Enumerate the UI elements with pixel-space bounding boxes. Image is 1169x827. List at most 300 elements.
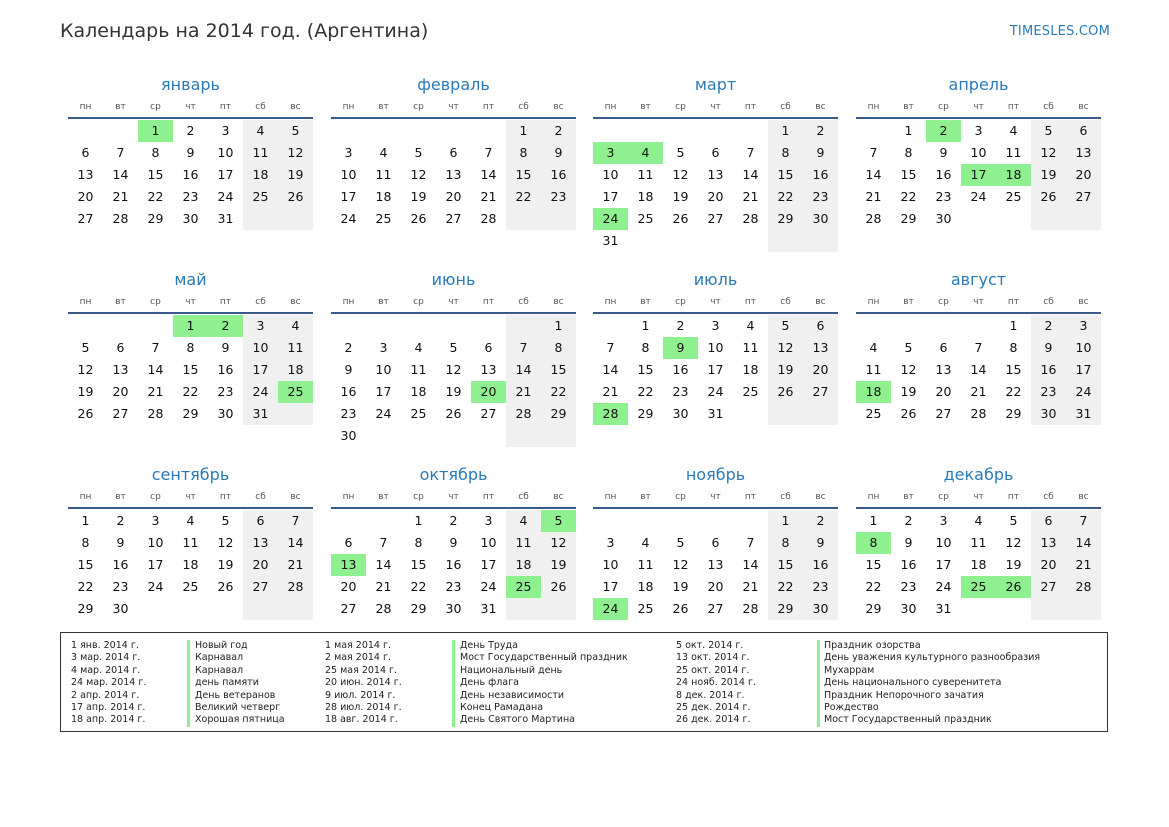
- day-cell: 18: [410, 384, 427, 399]
- day-cell: 5: [414, 145, 423, 160]
- weekday-label: пт: [219, 297, 232, 307]
- day-cell: 18: [278, 359, 313, 381]
- day-cell: 8: [641, 340, 650, 355]
- empty-day-cell: [961, 208, 996, 230]
- empty-day-cell: [803, 403, 838, 425]
- day-cell: 23: [112, 579, 129, 594]
- day-cell: 31: [480, 601, 497, 616]
- day-cell: 16: [900, 557, 917, 572]
- legend-holiday-name: Мост Государственный праздник: [460, 652, 628, 664]
- day-cell: 13: [1031, 532, 1066, 554]
- legend-date: 20 июн. 2014 г.: [325, 677, 402, 689]
- weekday-label: сб: [780, 297, 791, 307]
- day-cell: 28: [1066, 576, 1101, 598]
- day-cell: 8: [186, 340, 195, 355]
- day-cell: 13: [1066, 142, 1101, 164]
- weekday-label: пт: [1007, 492, 1020, 502]
- day-cell: 14: [742, 167, 759, 182]
- day-cell: 8: [414, 535, 423, 550]
- day-cell: 17: [243, 359, 278, 381]
- day-cell: 14: [970, 362, 987, 377]
- day-cell: 9: [116, 535, 125, 550]
- empty-day-cell: [366, 510, 401, 532]
- day-cell: 10: [217, 145, 234, 160]
- day-cell: 24: [217, 189, 234, 204]
- empty-day-cell: [593, 510, 628, 532]
- day-cell: 3: [344, 145, 353, 160]
- weekday-label: сб: [1043, 297, 1054, 307]
- day-cell: 15: [637, 362, 654, 377]
- empty-day-cell: [1031, 598, 1066, 620]
- month-name: июль: [693, 270, 738, 289]
- holiday-day-cell: 13: [331, 554, 366, 576]
- day-cell: 8: [904, 145, 913, 160]
- legend-date: 24 нояб. 2014 г.: [676, 677, 756, 689]
- day-cell: 22: [865, 579, 882, 594]
- legend-holiday-name: День ветеранов: [195, 689, 276, 701]
- day-cell: 6: [803, 315, 838, 337]
- legend-date: 2 мая 2014 г.: [325, 652, 391, 664]
- day-cell: 22: [410, 579, 427, 594]
- day-cell: 24: [970, 189, 987, 204]
- weekday-label: ср: [938, 297, 949, 307]
- day-cell: 10: [935, 535, 952, 550]
- day-cell: 16: [112, 557, 129, 572]
- day-cell: 23: [445, 579, 462, 594]
- day-cell: 27: [1066, 186, 1101, 208]
- legend-date: 9 июл. 2014 г.: [325, 689, 396, 701]
- empty-day-cell: [331, 315, 366, 337]
- weekday-label: чт: [973, 492, 984, 502]
- day-cell: 27: [480, 406, 497, 421]
- day-cell: 20: [77, 189, 94, 204]
- day-cell: 27: [707, 601, 724, 616]
- day-cell: 25: [865, 406, 882, 421]
- legend-holiday-name: Мост Государственный праздник: [824, 714, 992, 726]
- day-cell: 28: [742, 601, 759, 616]
- day-cell: 12: [278, 142, 313, 164]
- month-calendar: [856, 268, 1101, 425]
- holiday-day-cell: 17: [961, 164, 996, 186]
- day-cell: 15: [410, 557, 427, 572]
- weekday-label: пн: [79, 102, 92, 112]
- month-calendar: [593, 463, 838, 620]
- day-cell: 27: [1031, 576, 1066, 598]
- empty-day-cell: [401, 425, 436, 447]
- day-cell: 23: [1031, 381, 1066, 403]
- month-name: сентябрь: [151, 465, 230, 484]
- weekday-label: вт: [115, 492, 126, 502]
- day-cell: 29: [182, 406, 199, 421]
- day-cell: 6: [449, 145, 458, 160]
- day-cell: 1: [506, 120, 541, 142]
- weekday-label: чт: [448, 102, 459, 112]
- weekday-label: вс: [815, 492, 826, 502]
- empty-day-cell: [663, 120, 698, 142]
- empty-day-cell: [593, 315, 628, 337]
- day-cell: 24: [375, 406, 392, 421]
- day-cell: 9: [344, 362, 353, 377]
- weekday-label: сб: [518, 492, 529, 502]
- legend-holiday-name: Карнавал: [195, 652, 244, 664]
- empty-day-cell: [996, 208, 1031, 230]
- legend-names-col-2: [460, 640, 628, 727]
- header-divider: [593, 507, 838, 509]
- day-cell: 30: [182, 211, 199, 226]
- day-cell: 23: [803, 186, 838, 208]
- day-cell: 11: [182, 535, 199, 550]
- day-cell: 17: [217, 167, 234, 182]
- day-cell: 9: [939, 145, 948, 160]
- day-cell: 14: [865, 167, 882, 182]
- holiday-day-cell: 4: [628, 142, 663, 164]
- legend-holiday-name: Великий четверг: [195, 701, 281, 713]
- day-cell: 20: [112, 384, 129, 399]
- days-grid: [856, 510, 1101, 620]
- day-cell: 7: [746, 535, 755, 550]
- empty-day-cell: [541, 598, 576, 620]
- days-grid: [331, 120, 576, 230]
- day-cell: 15: [1005, 362, 1022, 377]
- day-cell: 27: [112, 406, 129, 421]
- day-cell: 10: [147, 535, 164, 550]
- day-cell: 7: [151, 340, 160, 355]
- empty-day-cell: [436, 315, 471, 337]
- day-cell: 2: [541, 120, 576, 142]
- legend-holiday-name: Национальный день: [460, 664, 563, 676]
- day-cell: 1: [768, 120, 803, 142]
- day-cell: 19: [77, 384, 94, 399]
- weekday-label: вт: [378, 492, 389, 502]
- day-cell: 19: [217, 557, 234, 572]
- day-cell: 20: [445, 189, 462, 204]
- empty-day-cell: [103, 120, 138, 142]
- empty-day-cell: [926, 315, 961, 337]
- legend-holiday-name: Праздник Непорочного зачатия: [824, 689, 984, 701]
- weekday-header: [68, 292, 313, 312]
- legend-holiday-name: Праздник озорства: [824, 640, 921, 651]
- legend-date: 13 окт. 2014 г.: [676, 652, 750, 664]
- day-cell: 17: [480, 557, 497, 572]
- day-cell: 29: [541, 403, 576, 425]
- holiday-day-cell: 1: [173, 315, 208, 337]
- day-cell: 26: [77, 406, 94, 421]
- weekday-label: ср: [150, 492, 161, 502]
- empty-day-cell: [698, 510, 733, 532]
- day-cell: 8: [506, 142, 541, 164]
- header-divider: [856, 312, 1101, 314]
- day-cell: 20: [243, 554, 278, 576]
- empty-day-cell: [698, 120, 733, 142]
- day-cell: 30: [112, 601, 129, 616]
- weekday-label: вс: [553, 297, 564, 307]
- day-cell: 16: [182, 167, 199, 182]
- day-cell: 21: [970, 384, 987, 399]
- day-cell: 5: [904, 340, 913, 355]
- day-cell: 5: [1031, 120, 1066, 142]
- weekday-label: пн: [867, 297, 880, 307]
- day-cell: 12: [900, 362, 917, 377]
- day-cell: 16: [541, 164, 576, 186]
- weekday-label: ср: [675, 102, 686, 112]
- day-cell: 22: [768, 186, 803, 208]
- day-cell: 15: [900, 167, 917, 182]
- day-cell: 24: [935, 579, 952, 594]
- day-cell: 2: [116, 513, 125, 528]
- day-cell: 18: [182, 557, 199, 572]
- empty-day-cell: [401, 120, 436, 142]
- day-cell: 21: [480, 189, 497, 204]
- day-cell: 23: [541, 186, 576, 208]
- day-cell: 13: [803, 337, 838, 359]
- weekday-label: ср: [938, 102, 949, 112]
- day-cell: 10: [970, 145, 987, 160]
- day-cell: 19: [541, 554, 576, 576]
- day-cell: 27: [340, 601, 357, 616]
- day-cell: 11: [1005, 145, 1022, 160]
- legend-marker-bar: [187, 640, 190, 727]
- day-cell: 22: [768, 576, 803, 598]
- day-cell: 4: [414, 340, 423, 355]
- day-cell: 4: [641, 535, 650, 550]
- day-cell: 22: [77, 579, 94, 594]
- empty-day-cell: [506, 208, 541, 230]
- holiday-day-cell: 9: [663, 337, 698, 359]
- day-cell: 3: [606, 535, 615, 550]
- empty-day-cell: [663, 510, 698, 532]
- day-cell: 4: [1009, 123, 1018, 138]
- day-cell: 22: [506, 186, 541, 208]
- day-cell: 12: [672, 557, 689, 572]
- weekday-label: пт: [482, 492, 495, 502]
- weekday-label: сб: [255, 297, 266, 307]
- day-cell: 11: [410, 362, 427, 377]
- day-cell: 17: [1066, 359, 1101, 381]
- empty-day-cell: [471, 120, 506, 142]
- legend-holiday-name: Рождество: [824, 701, 879, 713]
- legend-dates-col-2: [325, 640, 402, 727]
- day-cell: 25: [637, 601, 654, 616]
- day-cell: 3: [484, 513, 493, 528]
- month-name: октябрь: [419, 465, 488, 484]
- day-cell: 21: [602, 384, 619, 399]
- day-cell: 6: [1066, 120, 1101, 142]
- empty-day-cell: [698, 230, 733, 252]
- weekday-label: пн: [342, 492, 355, 502]
- day-cell: 27: [935, 406, 952, 421]
- day-cell: 11: [637, 167, 654, 182]
- day-cell: 21: [375, 579, 392, 594]
- weekday-label: пн: [604, 492, 617, 502]
- day-cell: 15: [147, 167, 164, 182]
- empty-day-cell: [733, 120, 768, 142]
- day-cell: 6: [1031, 510, 1066, 532]
- legend-date: 1 мая 2014 г.: [325, 640, 391, 651]
- empty-day-cell: [733, 230, 768, 252]
- empty-day-cell: [628, 230, 663, 252]
- day-cell: 5: [449, 340, 458, 355]
- legend-date: 24 мар. 2014 г.: [71, 677, 147, 689]
- empty-day-cell: [68, 120, 103, 142]
- day-cell: 7: [379, 535, 388, 550]
- weekday-label: вс: [553, 492, 564, 502]
- legend-names-col-1: [195, 640, 285, 727]
- day-cell: 19: [672, 579, 689, 594]
- day-cell: 26: [541, 576, 576, 598]
- day-cell: 5: [768, 315, 803, 337]
- day-cell: 12: [410, 167, 427, 182]
- weekday-header: [331, 487, 576, 507]
- day-cell: 7: [116, 145, 125, 160]
- day-cell: 28: [970, 406, 987, 421]
- day-cell: 30: [672, 406, 689, 421]
- day-cell: 5: [81, 340, 90, 355]
- brand-link[interactable]: TIMESLES.COM: [1009, 24, 1110, 39]
- empty-day-cell: [856, 315, 891, 337]
- day-cell: 14: [112, 167, 129, 182]
- day-cell: 19: [1005, 557, 1022, 572]
- empty-day-cell: [996, 598, 1031, 620]
- month-name: август: [950, 270, 1007, 289]
- month-calendar: [593, 73, 838, 252]
- day-cell: 10: [602, 557, 619, 572]
- day-cell: 28: [742, 211, 759, 226]
- day-cell: 25: [375, 211, 392, 226]
- month-calendar: [68, 73, 313, 230]
- day-cell: 24: [147, 579, 164, 594]
- day-cell: 30: [935, 211, 952, 226]
- day-cell: 10: [243, 337, 278, 359]
- legend-holiday-name: Мухаррам: [824, 664, 875, 676]
- day-cell: 21: [742, 189, 759, 204]
- day-cell: 12: [1031, 142, 1066, 164]
- month-name: ноябрь: [685, 465, 746, 484]
- day-cell: 3: [243, 315, 278, 337]
- day-cell: 18: [637, 189, 654, 204]
- day-cell: 27: [77, 211, 94, 226]
- weekday-label: ср: [675, 492, 686, 502]
- day-cell: 17: [147, 557, 164, 572]
- day-cell: 31: [707, 406, 724, 421]
- day-cell: 26: [410, 211, 427, 226]
- day-cell: 28: [278, 576, 313, 598]
- weekday-label: пн: [604, 102, 617, 112]
- legend-date: 3 мар. 2014 г.: [71, 652, 141, 664]
- day-cell: 14: [602, 362, 619, 377]
- days-grid: [593, 120, 838, 252]
- day-cell: 30: [1031, 403, 1066, 425]
- day-cell: 16: [1031, 359, 1066, 381]
- weekday-label: чт: [185, 492, 196, 502]
- day-cell: 31: [243, 403, 278, 425]
- day-cell: 19: [445, 384, 462, 399]
- day-cell: 1: [81, 513, 90, 528]
- day-cell: 23: [217, 384, 234, 399]
- legend-dates-col-1: [71, 640, 146, 727]
- day-cell: 30: [340, 428, 357, 443]
- month-name: февраль: [417, 75, 490, 94]
- day-cell: 21: [1066, 554, 1101, 576]
- empty-day-cell: [733, 510, 768, 532]
- day-cell: 14: [742, 557, 759, 572]
- weekday-label: пт: [482, 297, 495, 307]
- weekday-label: чт: [710, 492, 721, 502]
- day-cell: 24: [1066, 381, 1101, 403]
- weekday-label: вт: [378, 102, 389, 112]
- day-cell: 13: [480, 362, 497, 377]
- day-cell: 19: [900, 384, 917, 399]
- legend-holiday-name: День независимости: [460, 689, 565, 701]
- weekday-label: вт: [115, 297, 126, 307]
- day-cell: 16: [803, 164, 838, 186]
- day-cell: 11: [865, 362, 882, 377]
- day-cell: 20: [1031, 554, 1066, 576]
- month-name: июнь: [431, 270, 476, 289]
- day-cell: 20: [707, 189, 724, 204]
- day-cell: 29: [768, 598, 803, 620]
- day-cell: 12: [445, 362, 462, 377]
- day-cell: 17: [707, 362, 724, 377]
- day-cell: 14: [506, 359, 541, 381]
- legend-date: 4 мар. 2014 г.: [71, 664, 141, 676]
- empty-day-cell: [1066, 598, 1101, 620]
- weekday-label: пт: [1007, 297, 1020, 307]
- day-cell: 6: [81, 145, 90, 160]
- day-cell: 15: [506, 164, 541, 186]
- day-cell: 2: [904, 513, 913, 528]
- day-cell: 7: [278, 510, 313, 532]
- legend-holiday-name: день памяти: [195, 677, 259, 689]
- weekday-label: пт: [1007, 102, 1020, 112]
- empty-day-cell: [506, 315, 541, 337]
- day-cell: 29: [410, 601, 427, 616]
- weekday-label: сб: [780, 492, 791, 502]
- days-grid: [856, 120, 1101, 230]
- day-cell: 4: [506, 510, 541, 532]
- legend-date: 25 окт. 2014 г.: [676, 664, 750, 676]
- day-cell: 13: [243, 532, 278, 554]
- month-calendar: [331, 268, 576, 447]
- day-cell: 16: [217, 362, 234, 377]
- empty-day-cell: [471, 315, 506, 337]
- day-cell: 26: [900, 406, 917, 421]
- day-cell: 15: [182, 362, 199, 377]
- day-cell: 3: [974, 123, 983, 138]
- day-cell: 26: [672, 601, 689, 616]
- day-cell: 7: [746, 145, 755, 160]
- day-cell: 22: [541, 381, 576, 403]
- holiday-day-cell: 26: [996, 576, 1031, 598]
- day-cell: 2: [803, 510, 838, 532]
- day-cell: 9: [1031, 337, 1066, 359]
- day-cell: 18: [243, 164, 278, 186]
- weekday-header: [856, 292, 1101, 312]
- weekday-label: пн: [867, 102, 880, 112]
- weekday-label: пт: [744, 297, 757, 307]
- weekday-label: вс: [290, 102, 301, 112]
- empty-day-cell: [243, 598, 278, 620]
- day-cell: 12: [217, 535, 234, 550]
- day-cell: 8: [768, 142, 803, 164]
- legend-marker-bar: [817, 640, 820, 727]
- legend-date: 28 июл. 2014 г.: [325, 701, 402, 713]
- day-cell: 17: [602, 579, 619, 594]
- legend-dates-col-3: [676, 640, 756, 727]
- holiday-day-cell: 18: [856, 381, 891, 403]
- day-cell: 11: [637, 557, 654, 572]
- day-cell: 29: [865, 601, 882, 616]
- day-cell: 21: [147, 384, 164, 399]
